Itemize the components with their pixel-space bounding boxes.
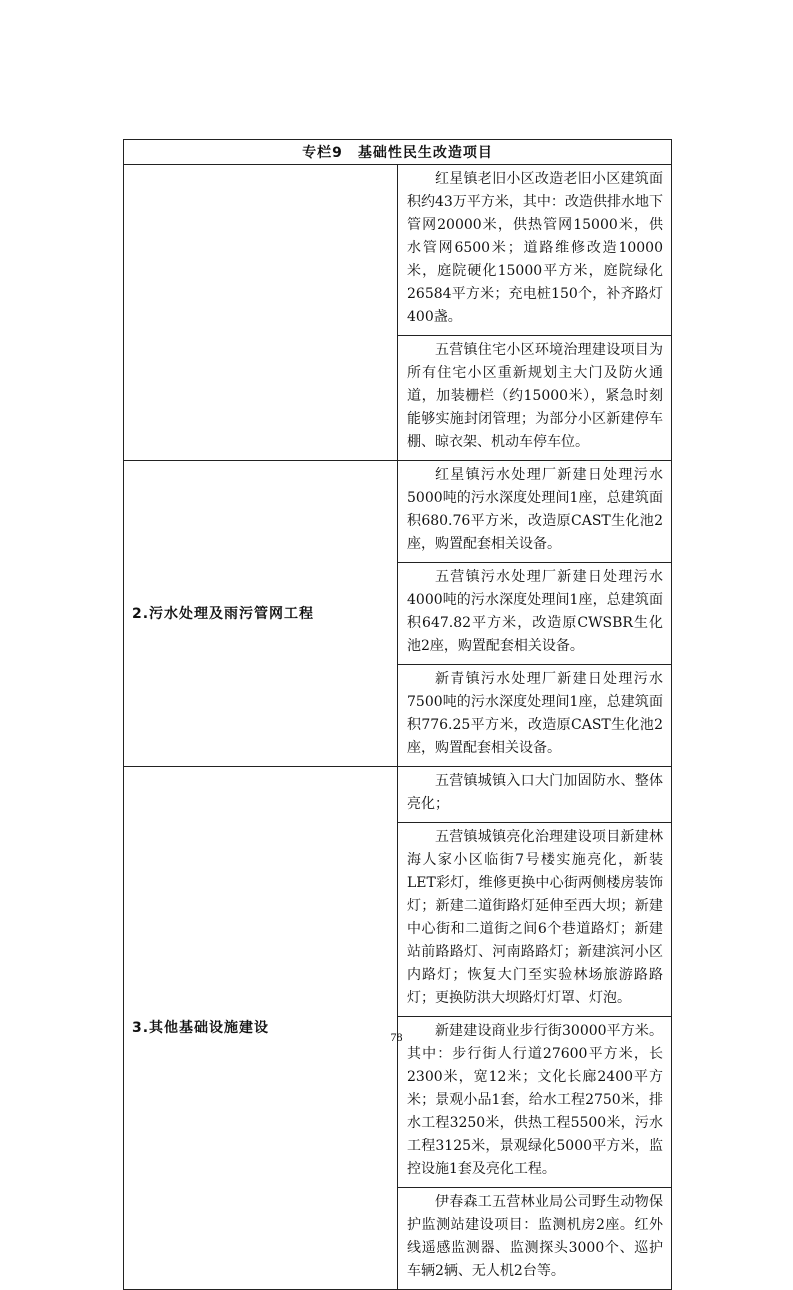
description-cell — [398, 823, 672, 1017]
table-row — [124, 165, 672, 336]
description-text: 新青镇污水处理厂新建日处理污水7500吨的污水深度处理间1座，总建筑面积776.25平方米，改造原CAST生化池2座，购置配套相关设备。 — [407, 671, 663, 756]
description-text: 五营镇住宅小区环境治理建设项目为所有住宅小区重新规划主大门及防火通道，加装栅栏（约15000米），紧急时刻能够实施封闭管理；为部分小区新建停车棚、晾衣架、机动车停车位。 — [407, 342, 663, 450]
description-cell — [398, 461, 672, 563]
table-row — [124, 767, 672, 823]
category-cell — [124, 165, 398, 461]
description-cell — [398, 165, 672, 336]
table-title: 专栏9 基础性民生改造项目 — [124, 140, 672, 165]
description-text: 红星镇污水处理厂新建日处理污水5000吨的污水深度处理间1座，总建筑面积680.76平方米，改造原CAST生化池2座，购置配套相关设备。 — [407, 467, 663, 552]
page-number: 78 — [390, 1030, 403, 1044]
table-title-row — [124, 140, 672, 165]
description-cell — [398, 1188, 672, 1290]
table-row — [124, 461, 672, 563]
description-text: 五营镇污水处理厂新建日处理污水4000吨的污水深度处理间1座，总建筑面积647.82平方米，改造原CWSBR生化池2座，购置配套相关设备。 — [407, 569, 663, 654]
description-cell — [398, 563, 672, 665]
description-text: 红星镇老旧小区改造老旧小区建筑面积约43万平方米，其中：改造供排水地下管网20000米，供热管网15000米，供水管网6500米；道路维修改造10000米，庭院硬化15000平方米，庭院绿化26584平方米；充电桩150个，补齐路灯400盏。 — [407, 171, 663, 325]
description-text: 新建建设商业步行街30000平方米。其中：步行街人行道27600平方米，长2300米，宽12米；文化长廊2400平方米；景观小品1套，给水工程2750米，排水工程3250米，供热工程5500米，污水工程3125米，景观绿化5000平方米，监控设施1套及亮化工程。 — [407, 1023, 663, 1177]
description-text: 五营镇城镇入口大门加固防水、整体亮化； — [407, 773, 663, 812]
project-table — [123, 139, 672, 1290]
description-text: 五营镇城镇亮化治理建设项目新建林海人家小区临街7号楼实施亮化，新装LET彩灯，维修更换中心街两侧楼房装饰灯；新建二道街路灯延伸至西大坝；新建中心街和二道街之间6个巷道路灯；新建站前路路灯、河南路路灯；新建滨河小区内路灯；恢复大门至实验林场旅游路路灯；更换防洪大坝路灯灯罩、灯泡。 — [407, 829, 663, 1006]
description-cell — [398, 336, 672, 461]
category-cell: 3.其他基础设施建设 — [124, 767, 398, 1290]
category-cell: 2.污水处理及雨污管网工程 — [124, 461, 398, 767]
description-text: 伊春森工五营林业局公司野生动物保护监测站建设项目：监测机房2座。红外线遥感监测器、监测探头3000个、巡护车辆2辆、无人机2台等。 — [407, 1194, 663, 1279]
description-cell — [398, 665, 672, 767]
description-cell — [398, 767, 672, 823]
